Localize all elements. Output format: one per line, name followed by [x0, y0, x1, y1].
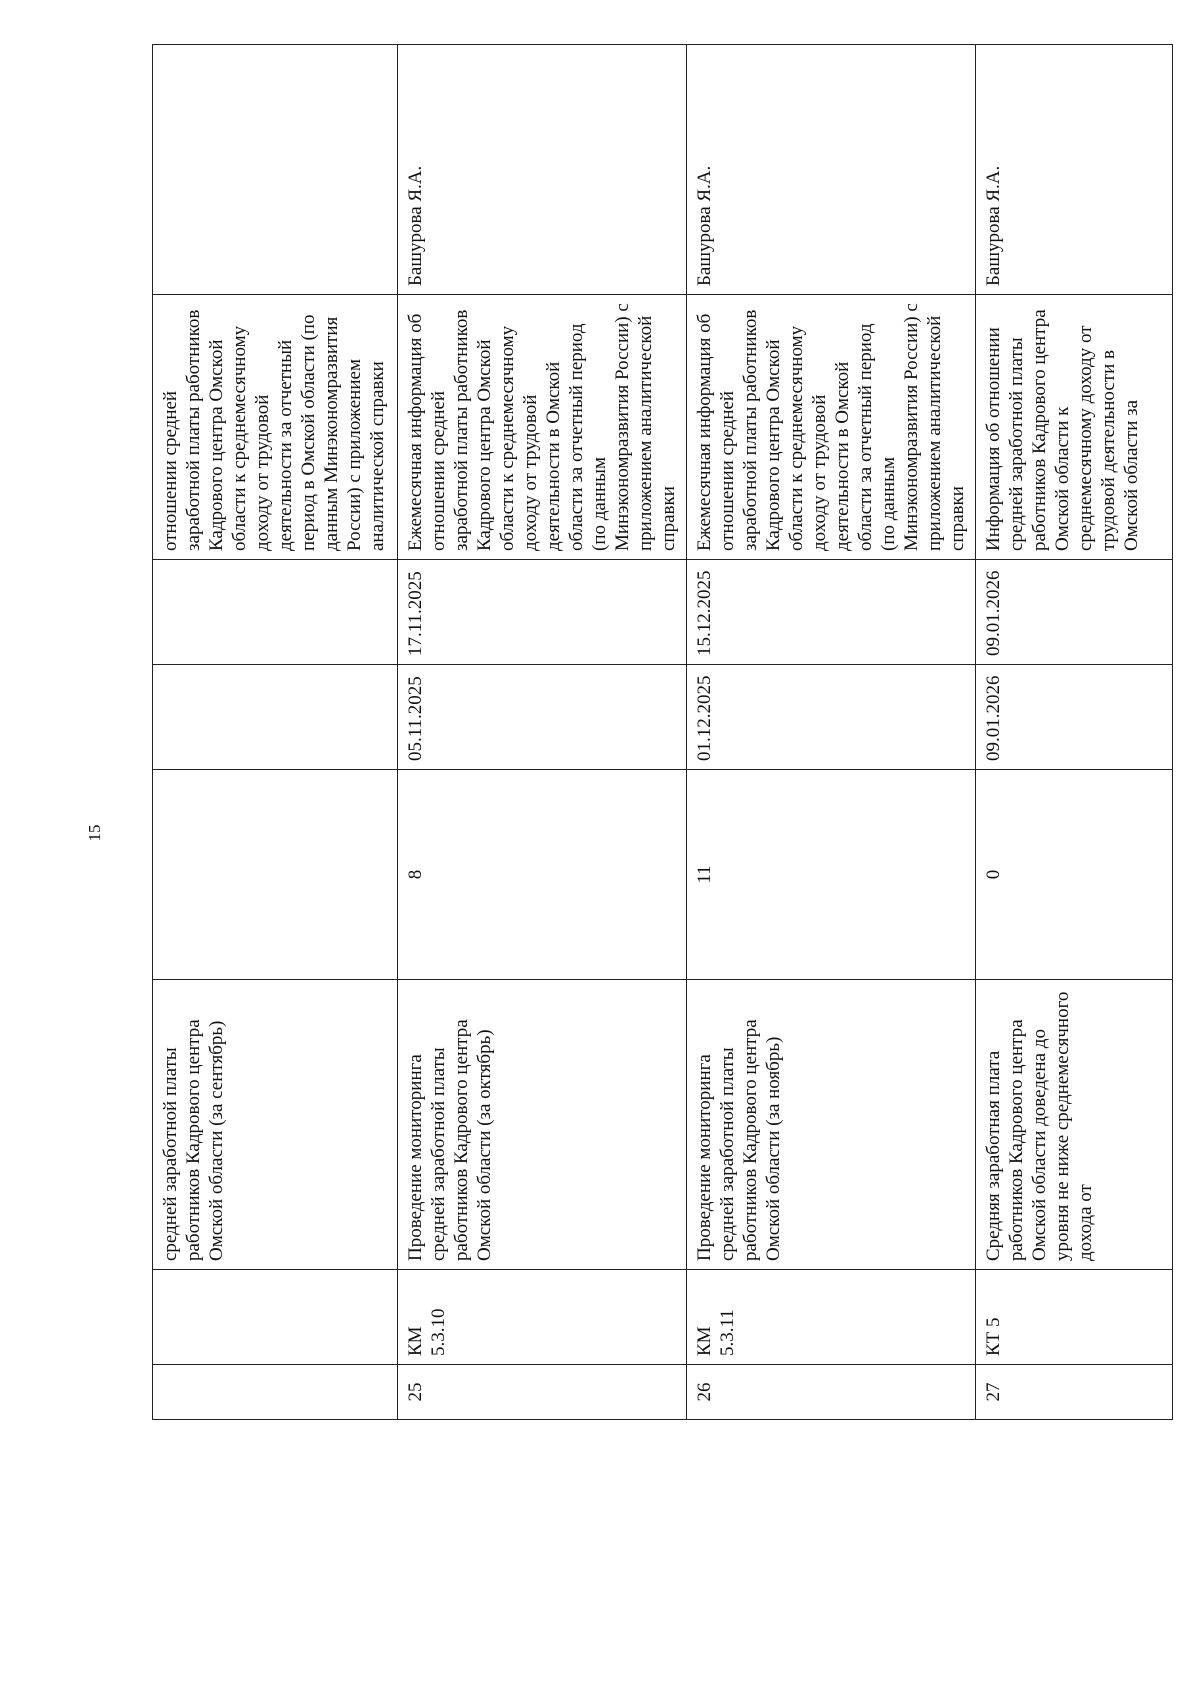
end-date: 15.12.2025: [687, 560, 976, 665]
item-code: КТ 5: [976, 1270, 1173, 1365]
table-row: [976, 45, 1173, 1420]
responsible-person: Башурова Я.А.: [398, 45, 687, 295]
start-date: [153, 665, 398, 770]
row-number: [153, 1365, 398, 1420]
row-number: 26: [687, 1365, 976, 1420]
table-row: [687, 45, 976, 1420]
responsible-person: Башурова Я.А.: [687, 45, 976, 295]
responsible-person: Башурова Я.А.: [976, 45, 1173, 295]
page-number: 15: [85, 824, 104, 842]
rotated-table-container: [152, 45, 1142, 1420]
item-value: 8: [398, 770, 687, 980]
result-description: Информация об отношении средней заработной платы работников Кадрового центра Омской области к среднемесячному доходу от трудовой деятельности в Омской области за: [976, 295, 1173, 560]
item-code: КМ 5.3.10: [398, 1270, 687, 1365]
item-code: [153, 1270, 398, 1365]
item-title: Проведение мониторинга средней заработной платы работников Кадрового центра Омской области (за ноябрь): [687, 980, 976, 1270]
item-title: Проведение мониторинга средней заработной платы работников Кадрового центра Омской области (за октябрь): [398, 980, 687, 1270]
item-value: 11: [687, 770, 976, 980]
start-date: 09.01.2026: [976, 665, 1173, 770]
result-description: Ежемесячная информация об отношении средней заработной платы работников Кадрового центра Омской области к среднемесячному доходу от трудовой деятельности в Омской области за отчетный период (по данным Минэкономразвития России) с приложением аналитической справки: [687, 295, 976, 560]
item-value: [153, 770, 398, 980]
table-row: [398, 45, 687, 1420]
start-date: 05.11.2025: [398, 665, 687, 770]
start-date: 01.12.2025: [687, 665, 976, 770]
table-row: [153, 45, 398, 1420]
item-title: Средняя заработная плата работников Кадрового центра Омской области доведена до уровня не ниже среднемесячного дохода от: [976, 980, 1173, 1270]
result-description: Ежемесячная информация об отношении средней заработной платы работников Кадрового центра Омской области к среднемесячному доходу от трудовой деятельности в Омской области за отчетный период (по данным Минэкономразвития России) с приложением аналитической справки: [398, 295, 687, 560]
row-number: 25: [398, 1365, 687, 1420]
item-code: КМ 5.3.11: [687, 1270, 976, 1365]
item-title: средней заработной платы работников Кадрового центра Омской области (за сентябрь): [153, 980, 398, 1270]
end-date: 09.01.2026: [976, 560, 1173, 665]
end-date: 17.11.2025: [398, 560, 687, 665]
end-date: [153, 560, 398, 665]
control-points-table: [152, 44, 1173, 1420]
item-value: 0: [976, 770, 1173, 980]
row-number: 27: [976, 1365, 1173, 1420]
responsible-person: [153, 45, 398, 295]
result-description: отношении средней заработной платы работников Кадрового центра Омской области к среднемесячному доходу от трудовой деятельности за отчетный период в Омской области (по данным Минэкономразвития России) с приложением аналитической справки: [153, 295, 398, 560]
